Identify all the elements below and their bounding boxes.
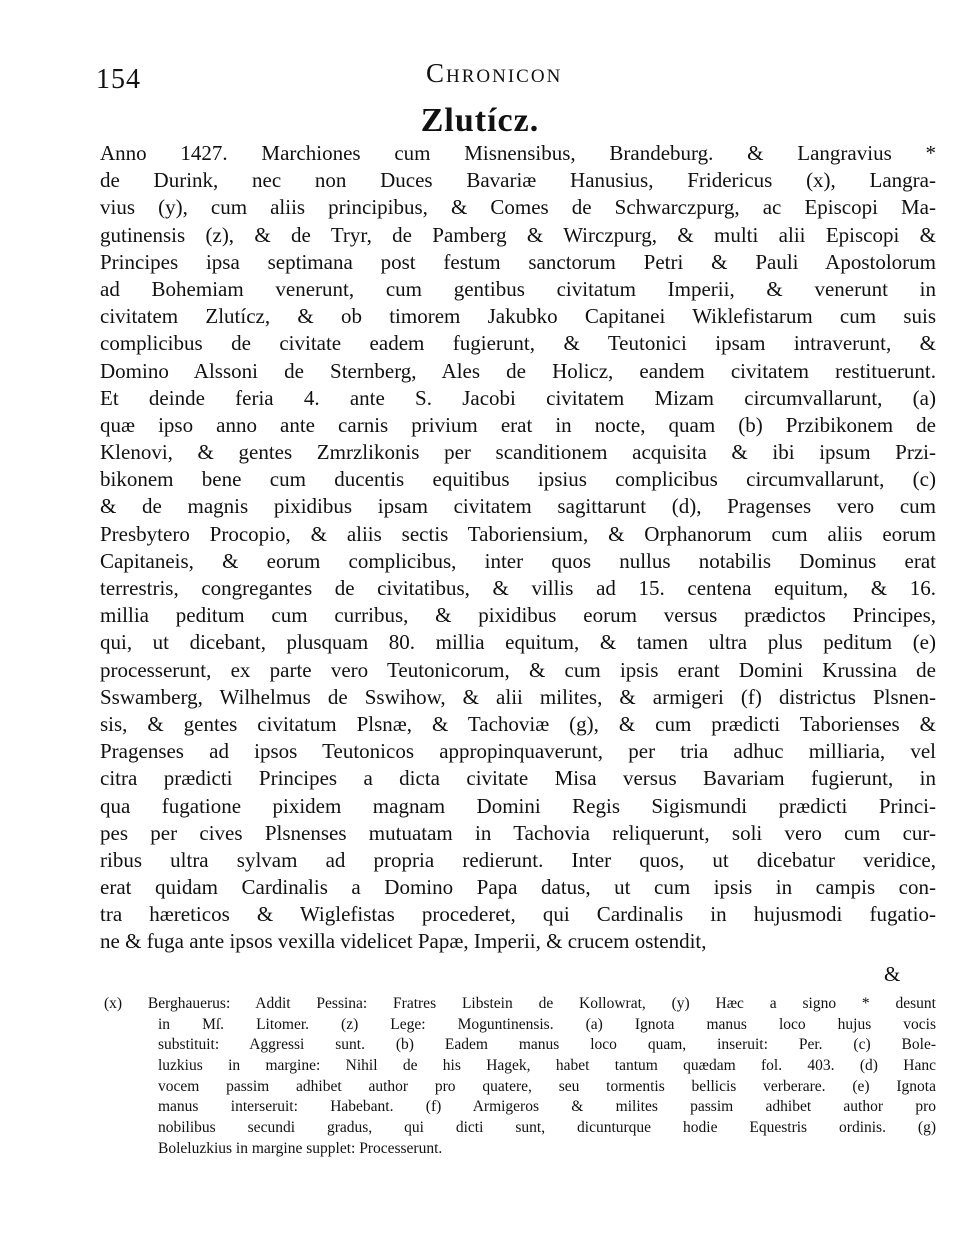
footnote-line: substituit: Aggressi sunt. (b) Eadem manus loco quam, inseruit: Per. (c) Bole-: [158, 1036, 936, 1054]
body-line: citra prædicti Principes a dicta civitate Misa versus Bavariam fugierunt, in: [100, 766, 936, 791]
body-line: Pragenses ad ipsos Teutonicos appropinquaverunt, per tria adhuc milliaria, vel: [100, 739, 936, 764]
page-number: 154: [96, 64, 141, 95]
body-line: ne & fuga ante ipsos vexilla videlicet Papæ, Imperii, & crucem ostendit,: [100, 929, 707, 954]
body-line: complicibus de civitate eadem fugierunt, & Teutonici ipsam intraverunt, &: [100, 331, 936, 356]
footnote-line: manus interseruit: Habebant. (f) Armigeros & milites passim adhibet author pro: [158, 1098, 936, 1116]
body-line: quæ ipso anno ante carnis privium erat in nocte, quam (b) Przibikonem de: [100, 412, 936, 437]
body-text: [100, 140, 936, 956]
body-line: processerunt, ex parte vero Teutonicorum, & cum ipsis erant Domini Krussina de: [100, 657, 936, 682]
body-line: Anno 1427. Marchiones cum Misnensibus, Brandeburg. & Langravius *: [100, 141, 936, 165]
body-line: ad Bohemiam venerunt, cum gentibus civitatum Imperii, & venerunt in: [100, 276, 936, 301]
footnote-line: in Mſ. Litomer. (z) Lege: Moguntinensis. (a) Ignota manus loco hujus vocis: [158, 1015, 936, 1033]
body-line: Principes ipsa septimana post festum sanctorum Petri & Pauli Apostolorum: [100, 249, 936, 274]
footnote-line: luzkius in margine: Nihil de his Hagek, habet tantum quædam fol. 403. (d) Hanc: [158, 1057, 936, 1075]
body-line: & de magnis pixidibus ipsam civitatem sagittarunt (d), Pragenses vero cum: [100, 494, 936, 519]
body-line: vius (y), cum aliis principibus, & Comes de Schwarczpurg, ac Episcopi Ma-: [100, 195, 936, 220]
body-line: Klenovi, & gentes Zmrzlikonis per scanditionem acquisita & ibi ipsum Przi-: [100, 440, 936, 465]
footnote-line: (x) Berghauerus: Addit Pessina: Fratres Libstein de Kollowrat, (y) Hæc a signo * desunt: [104, 995, 936, 1012]
page-header: [96, 56, 936, 96]
footnote-line: nobilibus secundi gradus, qui dicti sunt, dicunturque hodie Equestris ordinis. (g): [158, 1119, 936, 1137]
body-line: Et deinde feria 4. ante S. Jacobi civitatem Mizam circumvallarunt, (a): [100, 385, 936, 410]
footnotes: [104, 994, 936, 1160]
running-head: Chronicon: [426, 58, 563, 88]
body-line: Domino Alssoni de Sternberg, Ales de Holicz, eandem civitatem restituerunt.: [100, 358, 936, 383]
body-line: bikonem bene cum ducentis equitibus ipsius complicibus circumvallarunt, (c): [100, 467, 936, 492]
body-line: ribus ultra sylvam ad propria redierunt. Inter quos, ut dicebatur veridice,: [100, 847, 936, 872]
body-line: Presbytero Procopio, & aliis sectis Taboriensium, & Orphanorum cum aliis eorum: [100, 521, 936, 546]
body-line: millia peditum cum curribus, & pixidibus eorum versus prædictos Principes,: [100, 603, 936, 628]
body-line: erat quidam Cardinalis a Domino Papa datus, ut cum ipsis in campis con-: [100, 875, 936, 900]
body-line: qua fugatione pixidem magnam Domini Regis Sigismundi prædicti Princi-: [100, 793, 936, 818]
body-line: Sswamberg, Wilhelmus de Sswihow, & alii milites, & armigeri (f) districtus Plsnen-: [100, 684, 936, 709]
body-line: de Durink, nec non Duces Bavariæ Hanusius, Fridericus (x), Langra-: [100, 168, 936, 193]
body-line: gutinensis (z), & de Tryr, de Pamberg & Wirczpurg, & multi alii Episcopi &: [100, 222, 936, 247]
body-line: civitatem Zlutícz, & ob timorem Jakubko Capitanei Wiklefistarum cum suis: [100, 304, 936, 329]
catchword: &: [884, 962, 901, 986]
footnote-line: Boleluzkius in margine supplet: Processerunt.: [158, 1139, 443, 1157]
body-line: terrestris, congregantes de civitatibus, & villis ad 15. centena equitum, & 16.: [100, 576, 936, 600]
body-line: tra hæreticos & Wiglefistas procederet, qui Cardinalis in hujusmodi fugatio-: [100, 902, 936, 927]
section-title: Zlutícz.: [420, 102, 540, 139]
body-line: pes per cives Plsnenses mutuatam in Tachovia reliquerunt, soli vero cum cur-: [100, 820, 936, 845]
footnote-line: vocem passim adhibet author pro quatere, seu tormentis bellicis verberare. (e) Ignota: [158, 1077, 936, 1095]
body-line: Capitaneis, & eorum complicibus, inter quos nullus notabilis Dominus erat: [100, 548, 936, 573]
body-line: sis, & gentes civitatum Plsnæ, & Tachoviæ (g), & cum prædicti Taborienses &: [100, 711, 936, 736]
body-line: qui, ut dicebant, plusquam 80. millia equitum, & tamen ultra plus peditum (e): [100, 630, 936, 655]
